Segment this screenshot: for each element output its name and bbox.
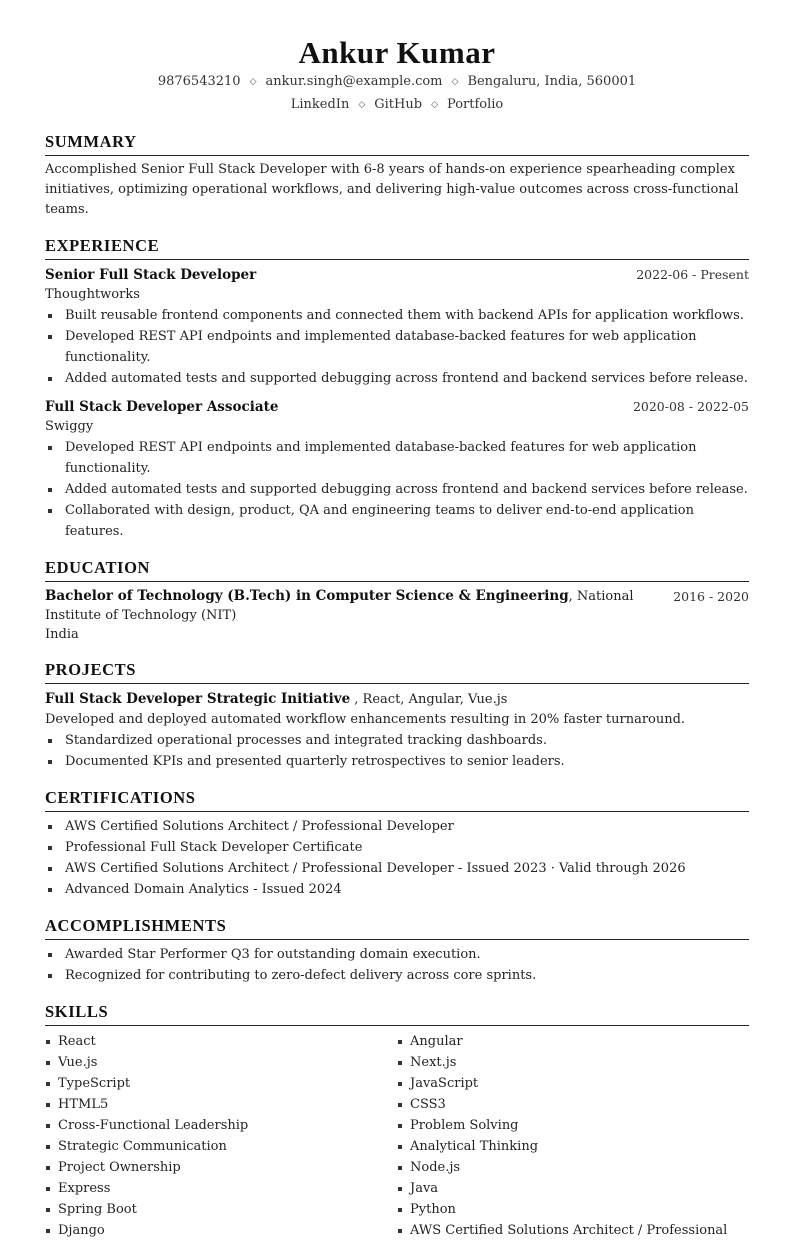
list-item: Developed REST API endpoints and implemented database-backed features for web application functionality.: [45, 437, 749, 479]
separator-icon: ◇: [451, 77, 459, 87]
job-dates: 2020-08 - 2022-05: [632, 399, 749, 414]
list-item: Added automated tests and supported debugging across frontend and backend services before release.: [45, 479, 749, 500]
separator-icon: ◇: [358, 100, 366, 110]
section-title: CERTIFICATIONS: [45, 788, 749, 812]
summary-section: [45, 132, 749, 220]
project-tech: , React, Angular, Vue.js: [350, 692, 508, 707]
list-item: HTML5: [45, 1094, 397, 1115]
project-entry: [45, 689, 749, 772]
links-line: [45, 95, 749, 116]
institution-name: , National Institute of Technology (NIT): [45, 589, 634, 623]
section-title: SUMMARY: [45, 132, 749, 156]
resume-page: [45, 36, 749, 1241]
list-item: Built reusable frontend components and connected them with backend APIs for application workflows.: [45, 305, 749, 326]
list-item: Added automated tests and supported debugging across frontend and backend services before release.: [45, 368, 749, 389]
github-link[interactable]: GitHub: [374, 97, 423, 112]
accomplishments-section: [45, 916, 749, 986]
education-entry: [45, 587, 749, 644]
education-dates: 2016 - 2020: [673, 589, 749, 604]
list-item: Angular: [397, 1031, 749, 1052]
list-item: React: [45, 1031, 397, 1052]
list-item: Express: [45, 1178, 397, 1199]
list-item: Node.js: [397, 1157, 749, 1178]
section-title: EXPERIENCE: [45, 236, 749, 260]
list-item: Java: [397, 1178, 749, 1199]
list-item: AWS Certified Solutions Architect / Professional Developer - Issued 2023 · Valid through 2026: [45, 858, 749, 879]
list-item: CSS3: [397, 1094, 749, 1115]
experience-entry: [45, 397, 749, 542]
experience-entry: [45, 265, 749, 389]
skills-section: [45, 1002, 749, 1241]
list-item: Vue.js: [45, 1052, 397, 1073]
experience-section: [45, 236, 749, 542]
separator-icon: ◇: [431, 100, 438, 110]
list-item: Problem Solving: [397, 1115, 749, 1136]
list-item: Collaborated with design, product, QA and engineering teams to deliver end-to-end application features.: [45, 500, 749, 542]
list-item: Documented KPIs and presented quarterly retrospectives to senior leaders.: [45, 751, 749, 772]
section-title: PROJECTS: [45, 660, 749, 684]
location: Bengaluru, India, 560001: [467, 74, 637, 89]
list-item: Professional Full Stack Developer Certificate: [45, 837, 749, 858]
list-item: AWS Certified Solutions Architect / Professional Developer: [45, 816, 749, 837]
project-heading: [45, 689, 749, 710]
list-item: Cross-Functional Leadership: [45, 1115, 397, 1136]
list-item: AWS Certified Solutions Architect / Professional: [397, 1220, 749, 1241]
education-location: India: [45, 627, 79, 642]
education-degree-line: [45, 587, 670, 625]
section-title: SKILLS: [45, 1002, 749, 1026]
candidate-name: Ankur Kumar: [298, 35, 496, 70]
list-item: Project Ownership: [45, 1157, 397, 1178]
project-name: Full Stack Developer Strategic Initiative: [45, 691, 351, 707]
linkedin-link[interactable]: LinkedIn: [290, 97, 350, 112]
skills-column-right: [397, 1031, 749, 1241]
summary-text: Accomplished Senior Full Stack Developer with 6-8 years of hands-on experience spearheading complex initiatives, optimizing operational workflows, and delivering high-value outcomes across cross-functional teams.: [45, 162, 739, 217]
separator-icon: ◇: [249, 77, 257, 87]
list-item: Recognized for contributing to zero-defect delivery across core sprints.: [45, 965, 749, 986]
list-item: Analytical Thinking: [397, 1136, 749, 1157]
skills-column-left: [45, 1031, 397, 1241]
list-item: JavaScript: [397, 1073, 749, 1094]
email: ankur.singh@example.com: [265, 74, 443, 89]
degree-name: Bachelor of Technology (B.Tech) in Computer Science & Engineering: [45, 588, 569, 604]
bullet-list: [45, 816, 749, 900]
job-dates: 2022-06 - Present: [636, 267, 749, 282]
bullet-list: [45, 437, 749, 542]
list-item: Awarded Star Performer Q3 for outstanding domain execution.: [45, 944, 749, 965]
list-item: Python: [397, 1199, 749, 1220]
projects-section: [45, 660, 749, 772]
job-title: Senior Full Stack Developer: [45, 267, 257, 283]
company-name: Swiggy: [45, 419, 94, 434]
certifications-section: [45, 788, 749, 900]
contact-line: [45, 72, 749, 93]
section-title: EDUCATION: [45, 558, 749, 582]
skills-grid: [45, 1030, 749, 1241]
phone: 9876543210: [157, 74, 241, 89]
list-item: Next.js: [397, 1052, 749, 1073]
bullet-list: [45, 305, 749, 389]
education-section: [45, 558, 749, 644]
portfolio-link[interactable]: Portfolio: [446, 97, 504, 112]
section-title: ACCOMPLISHMENTS: [45, 916, 749, 940]
list-item: TypeScript: [45, 1073, 397, 1094]
list-item: Strategic Communication: [45, 1136, 397, 1157]
list-item: Django: [45, 1220, 397, 1241]
list-item: Developed REST API endpoints and implemented database-backed features for web application functionality.: [45, 326, 749, 368]
bullet-list: [45, 944, 749, 986]
bullet-list: [45, 730, 749, 772]
list-item: Spring Boot: [45, 1199, 397, 1220]
list-item: Advanced Domain Analytics - Issued 2024: [45, 879, 749, 900]
project-description: Developed and deployed automated workflow enhancements resulting in 20% faster turnaround.: [45, 712, 686, 727]
job-title: Full Stack Developer Associate: [45, 399, 279, 415]
company-name: Thoughtworks: [45, 287, 140, 302]
list-item: Standardized operational processes and integrated tracking dashboards.: [45, 730, 749, 751]
